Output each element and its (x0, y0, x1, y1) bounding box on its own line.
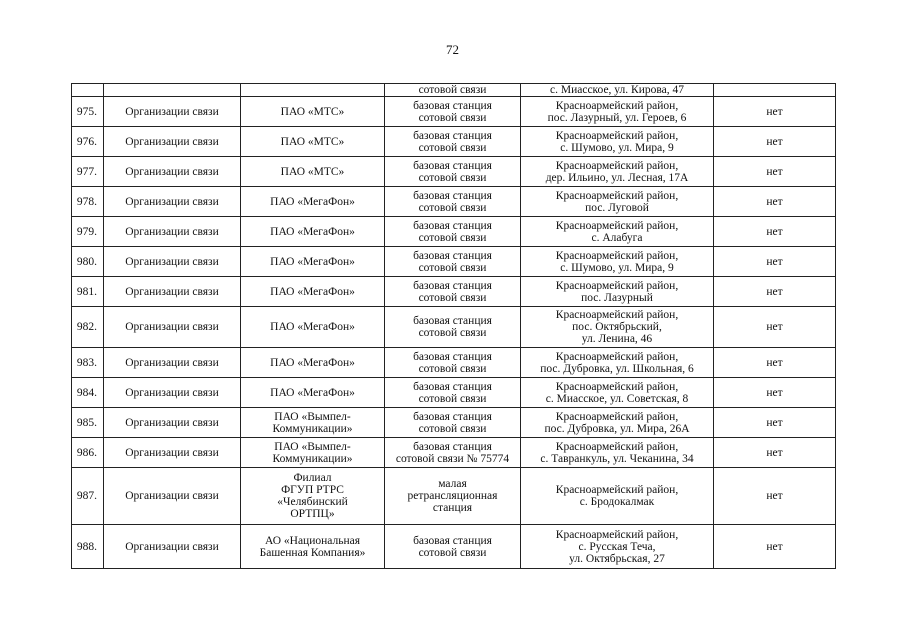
address-cell (521, 127, 714, 157)
category-cell: Организации связи (104, 408, 241, 438)
category-cell (104, 84, 241, 97)
object-cell-line: базовая станция (413, 99, 492, 112)
row-number-cell: 982. (72, 307, 104, 348)
organization-cell-line: ПАО «МегаФон» (270, 225, 355, 238)
organization-cell (241, 84, 385, 97)
organization-cell-line: ПАО «МегаФон» (270, 386, 355, 399)
object-cell (385, 127, 521, 157)
row-number-cell: 981. (72, 277, 104, 307)
address-cell-line: с. Шумово, ул. Мира, 9 (560, 141, 674, 154)
address-cell-line: с. Алабуга (591, 231, 643, 244)
address-cell-line: с. Миасское, ул. Кирова, 47 (550, 84, 684, 96)
object-cell (385, 408, 521, 438)
category-cell: Организации связи (104, 468, 241, 525)
object-cell (385, 378, 521, 408)
organization-cell-line: ПАО «Вымпел- (274, 410, 351, 423)
row-number-cell: 984. (72, 378, 104, 408)
address-cell-line: Красноармейский район, (555, 440, 679, 453)
address-cell-line: пос. Дубровка, ул. Школьная, 6 (540, 362, 694, 375)
table-row (72, 217, 836, 247)
note-cell: нет (714, 217, 836, 247)
organization-cell-line: АО «Национальная (264, 534, 361, 547)
object-cell-line: сотовой связи (418, 422, 487, 435)
object-cell-line: базовая станция (413, 534, 492, 547)
note-cell: нет (714, 307, 836, 348)
category-cell: Организации связи (104, 307, 241, 348)
address-cell-line: Красноармейский район, (555, 484, 679, 496)
object-cell (385, 247, 521, 277)
category-cell: Организации связи (104, 348, 241, 378)
object-cell-line: базовая станция (413, 440, 492, 453)
table-row-continued (72, 84, 836, 97)
organization-cell-line: ПАО «Вымпел- (274, 440, 351, 453)
organization-cell-line: ПАО «МегаФон» (270, 255, 355, 268)
registry-table-body (72, 84, 836, 569)
object-cell-line: сотовой связи (418, 261, 487, 274)
table-row (72, 187, 836, 217)
object-cell (385, 468, 521, 525)
object-cell (385, 157, 521, 187)
object-cell-line: базовая станция (413, 279, 492, 292)
table-row (72, 438, 836, 468)
address-cell-line: Красноармейский район, (555, 309, 679, 321)
address-cell (521, 348, 714, 378)
object-cell (385, 97, 521, 127)
object-cell (385, 187, 521, 217)
object-cell-line: сотовой связи (418, 201, 487, 214)
address-cell (521, 277, 714, 307)
note-cell: нет (714, 378, 836, 408)
organization-cell (241, 525, 385, 569)
address-cell (521, 247, 714, 277)
address-cell-line: с. Бродокалмак (579, 496, 655, 508)
category-cell: Организации связи (104, 187, 241, 217)
address-cell-line: с. Тавранкуль, ул. Чеканина, 34 (540, 452, 694, 465)
row-number-cell: 978. (72, 187, 104, 217)
address-cell-line: Красноармейский район, (555, 249, 679, 262)
address-cell-line: Красноармейский район, (555, 279, 679, 292)
address-cell (521, 187, 714, 217)
table-row (72, 127, 836, 157)
organization-cell (241, 277, 385, 307)
category-cell: Организации связи (104, 97, 241, 127)
note-cell: нет (714, 187, 836, 217)
object-cell (385, 438, 521, 468)
address-cell (521, 157, 714, 187)
table-row (72, 247, 836, 277)
organization-cell (241, 438, 385, 468)
note-cell (714, 84, 836, 97)
organization-cell-line: ПАО «МегаФон» (270, 285, 355, 298)
organization-cell-line: ФГУП РТРС (281, 484, 344, 496)
address-cell-line: ул. Ленина, 46 (581, 333, 653, 345)
address-cell-line: ул. Октябрьская, 27 (569, 552, 665, 565)
object-cell-line: сотовой связи (418, 291, 487, 304)
object-cell-line: сотовой связи (418, 111, 487, 124)
category-cell: Организации связи (104, 217, 241, 247)
object-cell (385, 307, 521, 348)
organization-cell-line: ПАО «МТС» (280, 135, 345, 148)
note-cell: нет (714, 157, 836, 187)
address-cell (521, 84, 714, 97)
object-cell-line: сотовой связи (418, 392, 487, 405)
address-cell (521, 97, 714, 127)
object-cell-line: базовая станция (413, 380, 492, 393)
page-number: 72 (446, 42, 459, 57)
row-number-cell: 980. (72, 247, 104, 277)
object-cell-line: базовая станция (413, 189, 492, 202)
organization-cell-line: Филиал (293, 472, 332, 484)
table-row (72, 468, 836, 525)
note-cell: нет (714, 348, 836, 378)
note-cell: нет (714, 438, 836, 468)
address-cell-line: с. Русская Теча, (578, 540, 656, 553)
address-cell (521, 307, 714, 348)
note-cell: нет (714, 97, 836, 127)
row-number-cell: 985. (72, 408, 104, 438)
object-cell (385, 84, 521, 97)
note-cell: нет (714, 277, 836, 307)
object-cell-line: малая (438, 478, 467, 490)
object-cell-line: сотовой связи (418, 231, 487, 244)
address-cell-line: Красноармейский район, (555, 129, 679, 142)
organization-cell-line: Башенная Компания» (259, 546, 366, 559)
table-row (72, 157, 836, 187)
row-number-cell: 986. (72, 438, 104, 468)
organization-cell-line: Коммуникации» (272, 452, 353, 465)
address-cell-line: Красноармейский район, (555, 410, 679, 423)
table-row (72, 525, 836, 569)
table-row (72, 408, 836, 438)
object-cell-line: базовая станция (413, 350, 492, 363)
row-number-cell: 976. (72, 127, 104, 157)
address-cell (521, 438, 714, 468)
address-cell-line: Красноармейский район, (555, 350, 679, 363)
organization-cell (241, 157, 385, 187)
organization-cell-line: ПАО «МегаФон» (270, 356, 355, 369)
table-row (72, 307, 836, 348)
table-row (72, 348, 836, 378)
object-cell-line: сотовой связи (418, 362, 487, 375)
row-number-cell: 979. (72, 217, 104, 247)
category-cell: Организации связи (104, 157, 241, 187)
address-cell-line: Красноармейский район, (555, 219, 679, 232)
note-cell: нет (714, 468, 836, 525)
object-cell (385, 217, 521, 247)
object-cell-line: базовая станция (413, 410, 492, 423)
organization-cell (241, 127, 385, 157)
object-cell-line: сотовой связи (418, 327, 487, 339)
table-row (72, 277, 836, 307)
object-cell-line: сотовой связи (418, 546, 487, 559)
table-row (72, 378, 836, 408)
row-number-cell (72, 84, 104, 97)
table-row (72, 97, 836, 127)
category-cell: Организации связи (104, 277, 241, 307)
note-cell: нет (714, 127, 836, 157)
object-cell-line: базовая станция (413, 159, 492, 172)
registry-table (71, 83, 836, 569)
object-cell-line: ретрансляционная (407, 490, 498, 502)
row-number-cell: 975. (72, 97, 104, 127)
organization-cell (241, 217, 385, 247)
address-cell-line: пос. Октябрьский, (572, 321, 662, 333)
organization-cell (241, 247, 385, 277)
address-cell-line: Красноармейский район, (555, 528, 679, 541)
address-cell-line: пос. Дубровка, ул. Мира, 26А (544, 422, 690, 435)
object-cell-line: станция (432, 502, 473, 514)
row-number-cell: 988. (72, 525, 104, 569)
address-cell-line: с. Шумово, ул. Мира, 9 (560, 261, 674, 274)
organization-cell (241, 468, 385, 525)
address-cell-line: дер. Ильино, ул. Лесная, 17А (545, 171, 689, 184)
organization-cell (241, 378, 385, 408)
address-cell-line: Красноармейский район, (555, 159, 679, 172)
object-cell-line: сотовой связи (418, 84, 487, 96)
address-cell (521, 408, 714, 438)
address-cell (521, 217, 714, 247)
address-cell-line: Красноармейский район, (555, 99, 679, 112)
address-cell-line: пос. Луговой (585, 201, 649, 214)
address-cell (521, 525, 714, 569)
object-cell (385, 525, 521, 569)
object-cell (385, 348, 521, 378)
organization-cell-line: «Челябинский (277, 496, 348, 508)
object-cell-line: сотовой связи № 75774 (395, 452, 510, 465)
address-cell-line: Красноармейский район, (555, 380, 679, 393)
object-cell (385, 277, 521, 307)
category-cell: Организации связи (104, 525, 241, 569)
object-cell-line: базовая станция (413, 129, 492, 142)
organization-cell (241, 97, 385, 127)
organization-cell-line: Коммуникации» (272, 422, 353, 435)
organization-cell (241, 307, 385, 348)
category-cell: Организации связи (104, 247, 241, 277)
object-cell-line: базовая станция (413, 249, 492, 262)
organization-cell (241, 348, 385, 378)
organization-cell-line: ПАО «МТС» (280, 165, 345, 178)
organization-cell-line: ПАО «МТС» (280, 105, 345, 118)
note-cell: нет (714, 247, 836, 277)
address-cell-line: с. Миасское, ул. Советская, 8 (545, 392, 689, 405)
row-number-cell: 983. (72, 348, 104, 378)
object-cell-line: сотовой связи (418, 141, 487, 154)
category-cell: Организации связи (104, 378, 241, 408)
object-cell-line: базовая станция (413, 315, 492, 327)
category-cell: Организации связи (104, 438, 241, 468)
address-cell (521, 378, 714, 408)
row-number-cell: 977. (72, 157, 104, 187)
row-number-cell: 987. (72, 468, 104, 525)
note-cell: нет (714, 525, 836, 569)
organization-cell-line: ПАО «МегаФон» (270, 195, 355, 208)
address-cell (521, 468, 714, 525)
organization-cell (241, 187, 385, 217)
object-cell-line: базовая станция (413, 219, 492, 232)
category-cell: Организации связи (104, 127, 241, 157)
organization-cell-line: ОРТПЦ» (290, 508, 335, 520)
address-cell-line: Красноармейский район, (555, 189, 679, 202)
object-cell-line: сотовой связи (418, 171, 487, 184)
organization-cell-line: ПАО «МегаФон» (270, 321, 355, 333)
note-cell: нет (714, 408, 836, 438)
address-cell-line: пос. Лазурный (581, 291, 653, 304)
address-cell-line: пос. Лазурный, ул. Героев, 6 (547, 111, 687, 124)
organization-cell (241, 408, 385, 438)
